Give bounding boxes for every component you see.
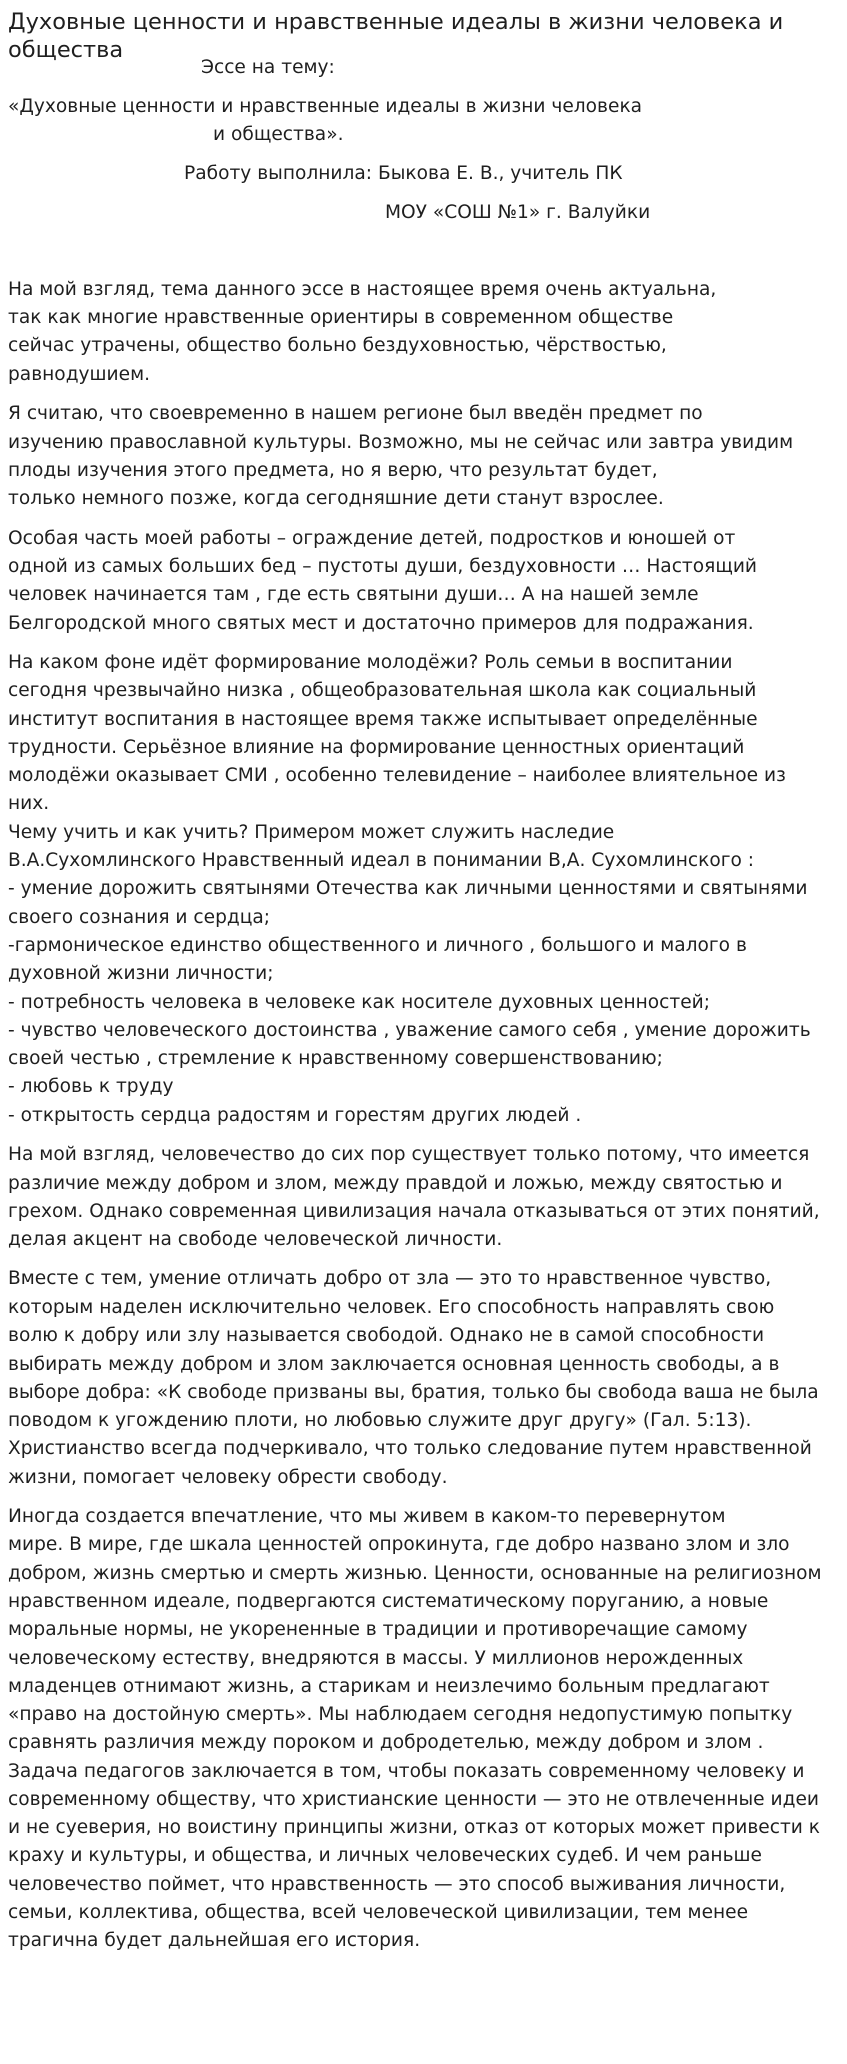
text-line: -гармоническое единство общественного и личного , большого и малого в: [8, 935, 747, 956]
text-line: добром, жизнь смертью и смерть жизнью. Ценности, основанные на религиозном: [8, 1563, 822, 1584]
text-line: Чему учить и как учить? Примером может служить наследие: [8, 822, 615, 843]
text-line: них.: [8, 793, 50, 814]
text-line: Особая часть моей работы – ограждение детей, подростков и юношей от: [8, 528, 736, 549]
text-line: - чувство человеческого достоинства , уважение самого себя , умение дорожить: [8, 1020, 811, 1041]
text-line: и не суеверия, но воистину принципы жизни, отказ от которых может привести к: [8, 1817, 821, 1838]
text-line: и общества».: [213, 124, 344, 145]
text-line: духовной жизни личности;: [8, 963, 274, 984]
text-line: поводом к угождению плоти, но любовью служите друг другу» (Гал. 5:13).: [8, 1410, 752, 1431]
text-line: На мой взгляд, тема данного эссе в настоящее время очень актуальна,: [8, 279, 717, 300]
text-line: одной из самых больших бед – пустоты души, бездуховности … Настоящий: [8, 556, 757, 577]
text-line: - умение дорожить святынями Отечества как личными ценностями и святынями: [8, 878, 808, 899]
text-line: Христианство всегда подчеркивало, что только следование путем нравственной: [8, 1438, 812, 1459]
text-line: В.А.Сухомлинского Нравственный идеал в понимании В,А. Сухомлинского :: [8, 850, 755, 871]
text-line: Задача педагогов заключается в том, чтобы показать современному человеку и: [8, 1761, 805, 1782]
text-line: грехом. Однако современная цивилизация начала отказываться от этих понятий,: [8, 1201, 820, 1222]
text-line: различие между добром и злом, между правдой и ложью, между святостью и: [8, 1173, 783, 1194]
text-line: краху и культуры, и общества, и личных человеческих судеб. И чем раньше: [8, 1845, 762, 1866]
text-line: выбирать между добром и злом заключается основная ценность свободы, а в: [8, 1354, 780, 1375]
text-line: Белгородской много святых мест и достаточно примеров для подражания.: [8, 613, 754, 634]
text-line: делая акцент на свободе человеческой личности.: [8, 1229, 503, 1250]
text-line: - потребность человека в человеке как носителе духовных ценностей;: [8, 992, 710, 1013]
text-line: человек начинается там , где есть святыни души… А на нашей земле: [8, 584, 699, 605]
text-line: трудности. Серьёзное влияние на формирование ценностных ориентаций: [8, 737, 745, 758]
text-line: так как многие нравственные ориентиры в современном обществе: [8, 307, 674, 328]
text-line: которым наделен исключительно человек. Его способность направлять свою: [8, 1297, 775, 1318]
text-line: На мой взгляд, человечество до сих пор существует только потому, что имеется: [8, 1144, 810, 1165]
text-line: Я считаю, что своевременно в нашем регионе был введён предмет по: [8, 403, 703, 424]
text-line: МОУ «СОШ №1» г. Валуйки: [385, 202, 651, 223]
text-line: Работу выполнила: Быкова Е. В., учитель ПК: [184, 163, 623, 184]
document-title: Духовные ценности и нравственные идеалы в жизни человека и общества: [8, 9, 784, 63]
text-line: изучению православной культуры. Возможно, мы не сейчас или завтра увидим: [8, 432, 794, 453]
text-line: своей честью , стремление к нравственному совершенствованию;: [8, 1048, 663, 1069]
text-line: - открытость сердца радостям и горестям других людей .: [8, 1105, 582, 1126]
text-line: равнодушием.: [8, 364, 151, 385]
text-line: - любовь к труду: [8, 1076, 174, 1097]
text-line: «право на достойную смерть». Мы наблюдаем сегодня недопустимую попытку: [8, 1704, 793, 1725]
text-line: трагична будет дальнейшая его история.: [8, 1930, 421, 1951]
text-line: мире. В мире, где шкала ценностей опрокинута, где добро названо злом и зло: [8, 1534, 790, 1555]
text-line: выборе добра: «К свободе призваны вы, братия, только бы свобода ваша не была: [8, 1382, 819, 1403]
text-line: Иногда создается впечатление, что мы живем в каком-то перевернутом: [8, 1506, 726, 1527]
text-line: сейчас утрачены, общество больно бездуховностью, чёрствостью,: [8, 335, 667, 356]
text-line: Вместе с тем, умение отличать добро от зла — это то нравственное чувство,: [8, 1268, 772, 1289]
text-line: семьи, коллектива, общества, всей человеческой цивилизации, тем менее: [8, 1902, 749, 1923]
text-line: человеческому естеству, внедряются в массы. У миллионов нерожденных: [8, 1648, 744, 1669]
text-line: сегодня чрезвычайно низка , общеобразовательная школа как социальный: [8, 680, 757, 701]
text-line: жизни, помогает человеку обрести свободу.: [8, 1467, 448, 1488]
text-line: нравственном идеале, подвергаются систематическому поруганию, а новые: [8, 1591, 769, 1612]
text-line: моральные нормы, не укорененные в традиции и противоречащие самому: [8, 1619, 748, 1640]
text-line: «Духовные ценности и нравственные идеалы в жизни человека: [8, 96, 643, 117]
text-line: Эссе на тему:: [201, 57, 335, 78]
text-line: только немного позже, когда сегодняшние дети станут взрослее.: [8, 488, 664, 509]
text-line: современному обществу, что христианские ценности — это не отвлеченные идеи: [8, 1789, 819, 1810]
text-line: волю к добру или злу называется свободой. Однако не в самой способности: [8, 1325, 765, 1346]
text-line: младенцев отнимают жизнь, а старикам и неизлечимо больным предлагают: [8, 1676, 770, 1697]
text-line: своего сознания и сердца;: [8, 907, 271, 928]
text-line: молодёжи оказывает СМИ , особенно телевидение – наиболее влиятельное из: [8, 765, 786, 786]
text-line: плоды изучения этого предмета, но я верю, что результат будет,: [8, 460, 658, 481]
text-line: сравнять различия между пороком и добродетелью, между добром и злом .: [8, 1732, 764, 1753]
text-line: человечество поймет, что нравственность — это способ выживания личности,: [8, 1874, 786, 1895]
text-line: институт воспитания в настоящее время также испытывает определённые: [8, 709, 758, 730]
text-line: На каком фоне идёт формирование молодёжи? Роль семьи в воспитании: [8, 652, 733, 673]
